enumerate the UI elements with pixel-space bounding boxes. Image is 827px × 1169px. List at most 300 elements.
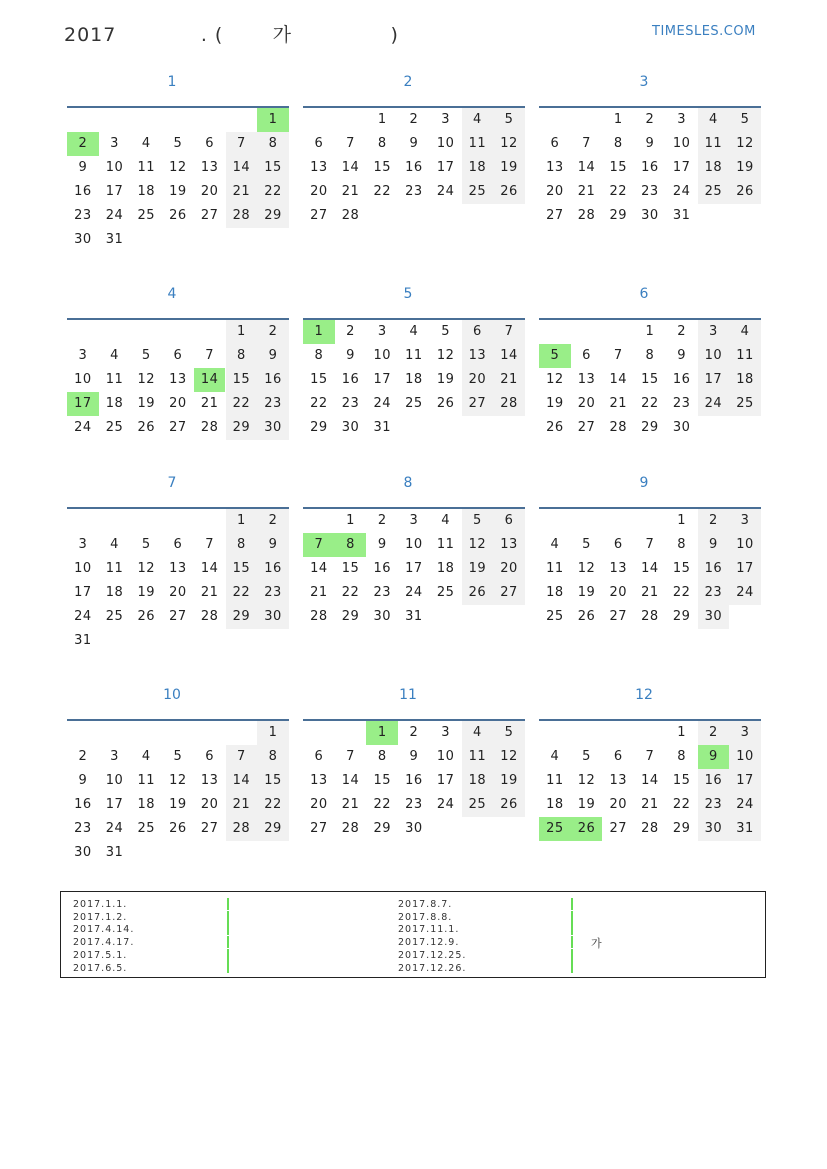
day-cell: 13 xyxy=(462,344,494,368)
day-cell: 8 xyxy=(645,348,655,363)
day-cell: 25 xyxy=(462,180,494,204)
day-cell: 18 xyxy=(405,372,423,387)
day-cell: 7 xyxy=(645,537,655,552)
day-cell: 18 xyxy=(546,585,564,600)
day-cell: 1 xyxy=(613,112,623,127)
legend-date: 2017.12.25. xyxy=(398,949,467,961)
legend-marker xyxy=(571,911,573,923)
day-cell: 5 xyxy=(493,108,525,132)
day-cell: 23 xyxy=(257,581,289,605)
legend-marker xyxy=(227,936,229,948)
legend-date: 2017.4.17. xyxy=(73,937,135,949)
holiday-legend xyxy=(60,891,766,978)
day-cell: 13 xyxy=(609,773,627,788)
day-cell: 7 xyxy=(226,132,258,156)
day-cell: 22 xyxy=(341,585,360,600)
day-cell: 24 xyxy=(729,793,761,817)
legend-marker xyxy=(227,911,229,923)
day-cell: 18 xyxy=(462,156,494,180)
day-cell: 30 xyxy=(74,232,92,247)
day-cell: 22 xyxy=(609,184,627,199)
day-cell: 17 xyxy=(373,372,391,387)
day-cell: 16 xyxy=(74,797,92,812)
day-cell: 1 xyxy=(677,513,687,528)
day-cell: 27 xyxy=(169,420,187,435)
day-cell: 16 xyxy=(672,372,691,387)
day-cell: 26 xyxy=(493,180,525,204)
legend-dates-left xyxy=(73,899,134,975)
day-cell: 11 xyxy=(546,773,564,788)
day-cell: 10 xyxy=(672,136,691,151)
legend-marker xyxy=(227,923,229,935)
day-cell: 30 xyxy=(405,821,423,836)
day-cell: 19 xyxy=(137,396,155,411)
day-cell: 29 xyxy=(373,821,391,836)
day-cell: 9 xyxy=(78,773,88,788)
holiday-day-cell: 2 xyxy=(67,132,99,156)
day-cell: 7 xyxy=(582,136,591,151)
day-cell: 24 xyxy=(74,609,92,624)
day-cell: 19 xyxy=(577,797,596,812)
day-cell: 6 xyxy=(314,749,324,764)
holiday-day-cell: 25 xyxy=(539,817,571,841)
day-cell: 24 xyxy=(729,581,761,605)
day-cell: 19 xyxy=(462,557,494,581)
day-cell: 24 xyxy=(436,797,455,812)
day-cell: 16 xyxy=(341,372,360,387)
day-cell: 16 xyxy=(698,769,730,793)
day-cell: 10 xyxy=(698,344,730,368)
day-cell: 10 xyxy=(105,773,124,788)
day-cell: 28 xyxy=(226,204,258,228)
day-cell: 27 xyxy=(169,609,187,624)
day-cell: 23 xyxy=(698,793,730,817)
day-cell: 17 xyxy=(729,769,761,793)
day-cell: 19 xyxy=(436,372,455,387)
day-cell: 4 xyxy=(441,513,451,528)
day-cell: 25 xyxy=(105,420,124,435)
day-cell: 17 xyxy=(105,797,124,812)
day-cell: 5 xyxy=(493,721,525,745)
day-cell: 27 xyxy=(200,821,219,836)
day-cell: 7 xyxy=(493,320,525,344)
day-cell: 3 xyxy=(677,112,687,127)
day-cell: 24 xyxy=(405,585,423,600)
day-cell: 11 xyxy=(105,561,124,576)
day-cell: 19 xyxy=(493,156,525,180)
day-cell: 28 xyxy=(341,821,360,836)
day-cell: 30 xyxy=(257,416,289,440)
legend-date: 2017.4.14. xyxy=(73,924,135,936)
day-cell: 15 xyxy=(257,769,289,793)
day-cell: 3 xyxy=(78,537,88,552)
day-cell: 20 xyxy=(200,184,219,199)
day-cell: 15 xyxy=(226,557,258,581)
day-cell: 11 xyxy=(729,344,761,368)
day-cell: 17 xyxy=(74,585,92,600)
day-cell: 29 xyxy=(641,420,659,435)
month-title: 1 xyxy=(167,74,177,90)
day-cell: 21 xyxy=(310,585,328,600)
day-cell: 2 xyxy=(257,509,289,533)
month-title: 7 xyxy=(167,475,177,491)
day-cell: 21 xyxy=(641,585,659,600)
day-cell: 14 xyxy=(641,561,659,576)
day-cell: 28 xyxy=(200,420,219,435)
day-cell: 24 xyxy=(373,396,391,411)
day-cell: 20 xyxy=(546,184,564,199)
day-cell: 23 xyxy=(74,208,92,223)
day-cell: 21 xyxy=(341,797,360,812)
day-cell: 12 xyxy=(493,745,525,769)
month-title: 9 xyxy=(639,475,649,491)
day-cell: 4 xyxy=(550,749,560,764)
day-cell: 8 xyxy=(677,537,687,552)
day-cell: 9 xyxy=(377,537,387,552)
day-cell: 8 xyxy=(257,745,289,769)
day-cell: 15 xyxy=(341,561,360,576)
day-cell: 4 xyxy=(110,348,119,363)
day-cell: 28 xyxy=(609,420,627,435)
day-cell: 26 xyxy=(436,396,455,411)
day-cell: 29 xyxy=(226,416,258,440)
day-cell: 3 xyxy=(409,513,419,528)
day-cell: 9 xyxy=(257,533,289,557)
day-cell: 17 xyxy=(436,773,455,788)
day-cell: 3 xyxy=(698,320,730,344)
day-cell: 7 xyxy=(346,749,355,764)
day-cell: 20 xyxy=(169,396,187,411)
day-cell: 15 xyxy=(310,372,328,387)
day-cell: 10 xyxy=(436,136,455,151)
day-cell: 15 xyxy=(672,773,691,788)
day-cell: 26 xyxy=(462,581,494,605)
day-cell: 10 xyxy=(74,372,92,387)
day-cell: 23 xyxy=(405,184,423,199)
day-cell: 5 xyxy=(173,749,183,764)
day-cell: 20 xyxy=(609,797,627,812)
day-cell: 13 xyxy=(310,773,328,788)
day-cell: 7 xyxy=(205,348,215,363)
day-cell: 26 xyxy=(729,180,761,204)
day-cell: 6 xyxy=(173,348,183,363)
day-cell: 27 xyxy=(310,208,328,223)
day-cell: 7 xyxy=(645,749,655,764)
day-cell: 14 xyxy=(641,773,659,788)
month-title: 8 xyxy=(403,475,413,491)
day-cell: 28 xyxy=(641,609,659,624)
day-cell: 30 xyxy=(74,845,92,860)
day-cell: 2 xyxy=(409,725,419,740)
day-cell: 30 xyxy=(672,420,691,435)
day-cell: 2 xyxy=(346,324,355,339)
day-cell: 16 xyxy=(698,557,730,581)
holiday-day-cell: 5 xyxy=(539,344,571,368)
day-cell: 20 xyxy=(169,585,187,600)
day-cell: 22 xyxy=(226,581,258,605)
day-cell: 20 xyxy=(310,797,328,812)
day-cell: 12 xyxy=(577,773,596,788)
day-cell: 1 xyxy=(226,509,258,533)
day-cell: 12 xyxy=(137,372,155,387)
day-cell: 10 xyxy=(405,537,423,552)
day-cell: 10 xyxy=(74,561,92,576)
day-cell: 29 xyxy=(257,204,289,228)
day-cell: 12 xyxy=(493,132,525,156)
day-cell: 24 xyxy=(672,184,691,199)
day-cell: 4 xyxy=(110,537,119,552)
day-cell: 16 xyxy=(257,368,289,392)
day-cell: 23 xyxy=(405,797,423,812)
day-cell: 25 xyxy=(137,208,155,223)
day-cell: 25 xyxy=(137,821,155,836)
day-cell: 12 xyxy=(546,372,564,387)
day-cell: 19 xyxy=(729,156,761,180)
day-cell: 4 xyxy=(550,537,560,552)
day-cell: 28 xyxy=(493,392,525,416)
day-cell: 3 xyxy=(110,749,119,764)
day-cell: 20 xyxy=(462,368,494,392)
day-cell: 20 xyxy=(200,797,219,812)
day-cell: 5 xyxy=(141,348,151,363)
day-cell: 25 xyxy=(462,793,494,817)
legend-date: 2017.12.26. xyxy=(398,962,467,974)
day-cell: 5 xyxy=(582,749,591,764)
holiday-day-cell: 8 xyxy=(335,533,367,557)
holiday-day-cell: 14 xyxy=(194,368,226,392)
day-cell: 5 xyxy=(582,537,591,552)
day-cell: 30 xyxy=(698,817,730,841)
day-cell: 9 xyxy=(78,160,88,175)
day-cell: 12 xyxy=(729,132,761,156)
day-cell: 13 xyxy=(169,372,187,387)
holiday-day-cell: 26 xyxy=(571,817,603,841)
day-cell: 21 xyxy=(200,585,219,600)
day-cell: 22 xyxy=(226,392,258,416)
day-cell: 1 xyxy=(346,513,355,528)
day-cell: 15 xyxy=(641,372,659,387)
day-cell: 27 xyxy=(493,581,525,605)
day-cell: 2 xyxy=(257,320,289,344)
day-cell: 2 xyxy=(78,749,88,764)
day-cell: 19 xyxy=(169,797,187,812)
day-cell: 25 xyxy=(436,585,455,600)
day-cell: 19 xyxy=(546,396,564,411)
day-cell: 6 xyxy=(205,749,215,764)
day-cell: 4 xyxy=(409,324,419,339)
day-cell: 26 xyxy=(493,793,525,817)
day-cell: 29 xyxy=(672,821,691,836)
day-cell: 5 xyxy=(173,136,183,151)
holiday-day-cell: 17 xyxy=(67,392,99,416)
day-cell: 28 xyxy=(200,609,219,624)
day-cell: 14 xyxy=(609,372,627,387)
day-cell: 9 xyxy=(677,348,687,363)
legend-marker xyxy=(227,961,229,973)
day-cell: 23 xyxy=(373,585,391,600)
legend-date: 2017.6.5. xyxy=(73,962,128,974)
day-cell: 23 xyxy=(74,821,92,836)
day-cell: 11 xyxy=(137,160,155,175)
day-cell: 25 xyxy=(698,180,730,204)
day-cell: 15 xyxy=(609,160,627,175)
day-cell: 8 xyxy=(314,348,324,363)
day-cell: 29 xyxy=(226,605,258,629)
day-cell: 7 xyxy=(346,136,355,151)
legend-marker xyxy=(571,923,573,935)
day-cell: 28 xyxy=(577,208,596,223)
day-cell: 1 xyxy=(677,725,687,740)
legend-marker xyxy=(571,898,573,910)
day-cell: 16 xyxy=(405,773,423,788)
day-cell: 30 xyxy=(698,605,730,629)
day-cell: 31 xyxy=(729,817,761,841)
day-cell: 30 xyxy=(257,605,289,629)
day-cell: 21 xyxy=(226,793,258,817)
day-cell: 30 xyxy=(641,208,659,223)
day-cell: 19 xyxy=(169,184,187,199)
day-cell: 10 xyxy=(436,749,455,764)
day-cell: 23 xyxy=(672,396,691,411)
day-cell: 4 xyxy=(698,108,730,132)
day-cell: 15 xyxy=(373,773,391,788)
day-cell: 27 xyxy=(577,420,596,435)
legend-marker xyxy=(571,949,573,961)
day-cell: 14 xyxy=(226,769,258,793)
day-cell: 14 xyxy=(226,156,258,180)
day-cell: 14 xyxy=(493,344,525,368)
day-cell: 11 xyxy=(105,372,124,387)
month-divider xyxy=(67,106,289,108)
day-cell: 31 xyxy=(105,232,124,247)
day-cell: 9 xyxy=(409,136,419,151)
day-cell: 28 xyxy=(641,821,659,836)
day-cell: 6 xyxy=(550,136,560,151)
month-title: 6 xyxy=(639,286,649,302)
day-cell: 15 xyxy=(226,368,258,392)
day-cell: 31 xyxy=(105,845,124,860)
day-cell: 5 xyxy=(729,108,761,132)
day-cell: 16 xyxy=(373,561,391,576)
legend-note: 가 xyxy=(591,937,602,950)
day-cell: 22 xyxy=(641,396,659,411)
holiday-day-cell: 1 xyxy=(366,721,398,745)
day-cell: 5 xyxy=(141,537,151,552)
day-cell: 18 xyxy=(546,797,564,812)
day-cell: 24 xyxy=(105,821,124,836)
day-cell: 21 xyxy=(609,396,627,411)
brand-logo[interactable]: TIMESLES.COM xyxy=(652,24,756,39)
day-cell: 27 xyxy=(462,392,494,416)
page-title: 2017 . ( 가 ) xyxy=(64,24,399,46)
day-cell: 3 xyxy=(377,324,387,339)
day-cell: 31 xyxy=(74,633,92,648)
day-cell: 9 xyxy=(409,749,419,764)
month-title: 2 xyxy=(403,74,413,90)
legend-marker xyxy=(227,898,229,910)
day-cell: 1 xyxy=(645,324,655,339)
day-cell: 20 xyxy=(609,585,627,600)
day-cell: 18 xyxy=(105,396,124,411)
legend-marker xyxy=(227,949,229,961)
month-title: 11 xyxy=(399,687,417,703)
day-cell: 19 xyxy=(577,585,596,600)
day-cell: 10 xyxy=(373,348,391,363)
day-cell: 7 xyxy=(226,745,258,769)
day-cell: 6 xyxy=(205,136,215,151)
day-cell: 19 xyxy=(137,585,155,600)
day-cell: 21 xyxy=(493,368,525,392)
day-cell: 2 xyxy=(409,112,419,127)
day-cell: 22 xyxy=(672,585,691,600)
day-cell: 7 xyxy=(205,537,215,552)
day-cell: 18 xyxy=(137,184,155,199)
day-cell: 24 xyxy=(74,420,92,435)
day-cell: 18 xyxy=(729,368,761,392)
day-cell: 10 xyxy=(729,533,761,557)
day-cell: 22 xyxy=(373,184,391,199)
day-cell: 18 xyxy=(698,156,730,180)
legend-dates-right xyxy=(398,899,466,975)
day-cell: 31 xyxy=(405,609,423,624)
day-cell: 20 xyxy=(577,396,596,411)
day-cell: 17 xyxy=(698,368,730,392)
day-cell: 13 xyxy=(493,533,525,557)
legend-date: 2017.8.7. xyxy=(398,899,453,910)
day-cell: 3 xyxy=(729,721,761,745)
day-cell: 14 xyxy=(310,561,328,576)
day-cell: 3 xyxy=(729,509,761,533)
day-cell: 26 xyxy=(169,208,187,223)
day-cell: 27 xyxy=(609,821,627,836)
day-cell: 12 xyxy=(436,348,455,363)
legend-date: 2017.11.1. xyxy=(398,924,460,936)
day-cell: 18 xyxy=(462,769,494,793)
month-title: 5 xyxy=(403,286,413,302)
day-cell: 9 xyxy=(645,136,655,151)
day-cell: 8 xyxy=(257,132,289,156)
day-cell: 6 xyxy=(462,320,494,344)
day-cell: 21 xyxy=(226,180,258,204)
day-cell: 8 xyxy=(677,749,687,764)
day-cell: 8 xyxy=(613,136,623,151)
month-title: 3 xyxy=(639,74,649,90)
day-cell: 2 xyxy=(677,324,687,339)
day-cell: 22 xyxy=(373,797,391,812)
day-cell: 23 xyxy=(341,396,360,411)
day-cell: 22 xyxy=(310,396,328,411)
day-cell: 26 xyxy=(577,609,596,624)
day-cell: 12 xyxy=(169,160,187,175)
day-cell: 6 xyxy=(582,348,591,363)
day-cell: 4 xyxy=(462,721,494,745)
day-cell: 11 xyxy=(546,561,564,576)
holiday-day-cell: 9 xyxy=(698,745,730,769)
day-cell: 13 xyxy=(310,160,328,175)
day-cell: 14 xyxy=(341,160,360,175)
day-cell: 13 xyxy=(169,561,187,576)
holiday-day-cell: 7 xyxy=(303,533,335,557)
day-cell: 11 xyxy=(698,132,730,156)
legend-marker xyxy=(571,961,573,973)
day-cell: 4 xyxy=(141,136,151,151)
day-cell: 27 xyxy=(546,208,564,223)
day-cell: 23 xyxy=(698,581,730,605)
day-cell: 8 xyxy=(226,533,258,557)
day-cell: 20 xyxy=(310,184,328,199)
day-cell: 2 xyxy=(645,112,655,127)
day-cell: 9 xyxy=(698,533,730,557)
